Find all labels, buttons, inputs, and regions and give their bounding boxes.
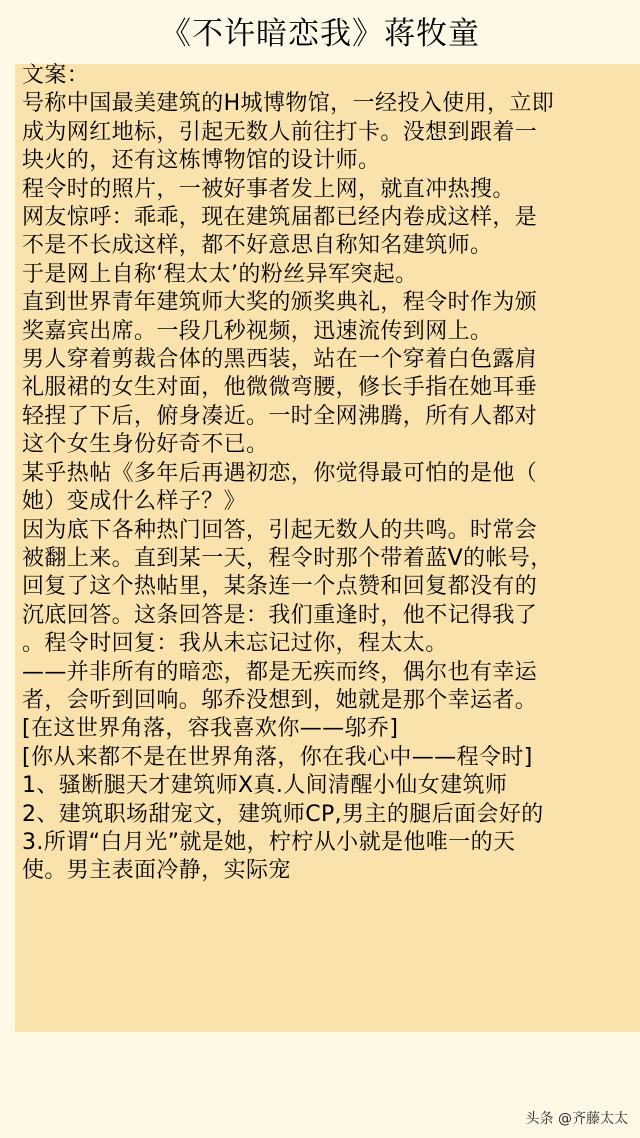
text-line: 这个女生身份好奇不已。 xyxy=(22,432,269,458)
page-title: 《不许暗恋我》蒋牧童 xyxy=(160,16,480,52)
text-line: ——并非所有的暗恋，都是无疾而终，偶尔也有幸运 xyxy=(22,659,538,685)
text-line: 文案： xyxy=(22,63,90,88)
text-line: 。程令时回复：我从未忘记过你，程太太。 xyxy=(22,631,448,657)
text-line: 于是网上自称‘程太太’的粉丝异军突起。 xyxy=(22,261,418,287)
text-line: 某乎热帖《多年后再遇初恋，你觉得最可怕的是他（ xyxy=(22,460,538,486)
text-line: 礼服裙的女生对面，他微微弯腰，修长手指在她耳垂 xyxy=(22,375,538,401)
synopsis-text xyxy=(22,62,622,886)
text-line: 她）变成什么样子？》 xyxy=(22,489,247,515)
text-line: 3.所谓“白月光”就是她，柠柠从小就是他唯一的天 xyxy=(22,829,516,855)
text-line: 者，会听到回响。邬乔没想到，她就是那个幸运者。 xyxy=(22,687,538,713)
text-line: 被翻上来。直到某一天，程令时那个带着蓝V的帐号， xyxy=(22,545,553,571)
text-line: 使。男主表面冷静，实际宠 xyxy=(22,858,291,884)
watermark: 头条 @齐藤太太 xyxy=(525,1111,628,1127)
text-line: [你从来都不是在世界角落，你在我心中——程令时] xyxy=(22,744,533,770)
text-line: 沉底回答。这条回答是：我们重逢时，他不记得我了 xyxy=(22,602,538,628)
text-line: 因为底下各种热门回答，引起无数人的共鸣。时常会 xyxy=(22,517,538,543)
text-line: 块火的，还有这栋博物馆的设计师。 xyxy=(22,148,381,174)
text-line: 直到世界青年建筑师大奖的颁奖典礼，程令时作为颁 xyxy=(22,290,538,316)
text-line: 不是不长成这样，都不好意思自称知名建筑师。 xyxy=(22,233,493,259)
text-line: 1、骚断腿天才建筑师X真.人间清醒小仙女建筑师 xyxy=(22,773,508,799)
text-line: 号称中国最美建筑的H城博物馆，一经投入使用，立即 xyxy=(22,91,555,117)
text-line: 奖嘉宾出席。一段几秒视频，迅速流传到网上。 xyxy=(22,318,493,344)
text-line: [在这世界角落，容我喜欢你——邬乔] xyxy=(22,716,399,742)
text-line: 成为网红地标，引起无数人前往打卡。没想到跟着一 xyxy=(22,119,538,145)
text-line: 程令时的照片，一被好事者发上网，就直冲热搜。 xyxy=(22,176,515,202)
text-line: 网友惊呼：乖乖，现在建筑届都已经内卷成这样，是 xyxy=(22,205,538,231)
text-line: 男人穿着剪裁合体的黑西装，站在一个穿着白色露肩 xyxy=(22,347,538,373)
text-line: 2、建筑职场甜宠文，建筑师CP,男主的腿后面会好的 xyxy=(22,801,544,827)
text-line: 回复了这个热帖里，某条连一个点赞和回复都没有的 xyxy=(22,574,538,600)
text-line: 轻捏了下后，俯身凑近。一时全网沸腾，所有人都对 xyxy=(22,403,538,429)
